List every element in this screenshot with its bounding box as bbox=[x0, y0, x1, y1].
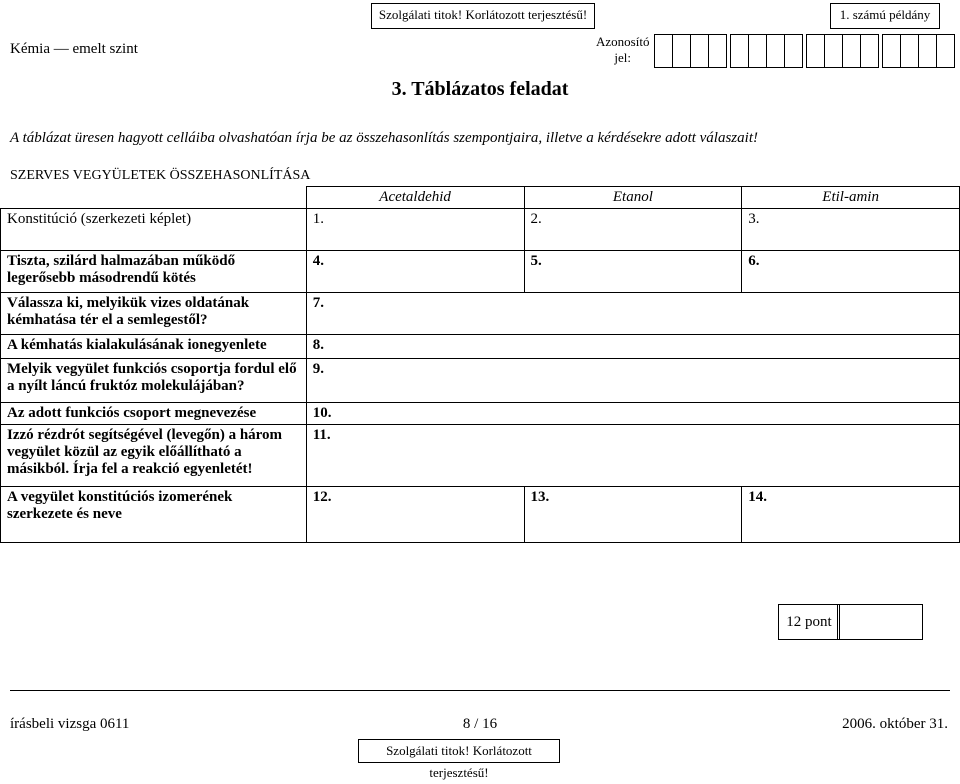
row-label: Konstitúció (szerkezeti képlet) bbox=[1, 209, 307, 251]
table-row bbox=[1, 487, 960, 543]
answer-cell[interactable]: 6. bbox=[742, 251, 960, 293]
answer-cell[interactable]: 4. bbox=[306, 251, 524, 293]
answer-cell[interactable]: 3. bbox=[742, 209, 960, 251]
column-header: Etil-amin bbox=[742, 187, 960, 209]
footer-exam-label: írásbeli vizsga 0611 bbox=[10, 716, 130, 732]
confidential-notice-bottom: Szolgálati titok! Korlátozott terjesztésű! bbox=[358, 739, 560, 763]
answer-cell[interactable]: 13. bbox=[524, 487, 742, 543]
task-instruction: A táblázat üresen hagyott celláiba olvashatóan írja be az összehasonlítás szempontjaira, illetve a kérdésekre adott válaszait! bbox=[10, 130, 758, 146]
answer-cell[interactable]: 12. bbox=[306, 487, 524, 543]
id-code-boxes[interactable] bbox=[655, 34, 955, 68]
table-row bbox=[1, 359, 960, 403]
answer-cell[interactable]: 11. bbox=[306, 425, 959, 487]
copy-number-label: 1. számú példány bbox=[830, 3, 940, 29]
answer-cell[interactable]: 5. bbox=[524, 251, 742, 293]
comparison-table bbox=[0, 186, 960, 543]
subject-label: Kémia — emelt szint bbox=[10, 41, 138, 57]
confidential-notice-top: Szolgálati titok! Korlátozott terjesztésű! bbox=[371, 3, 595, 29]
id-label-line2: jel: bbox=[614, 50, 632, 65]
table-header-row bbox=[1, 187, 960, 209]
column-header: Etanol bbox=[524, 187, 742, 209]
row-label: A kémhatás kialakulásának ionegyenlete bbox=[1, 335, 307, 359]
answer-cell[interactable]: 1. bbox=[306, 209, 524, 251]
table-row bbox=[1, 251, 960, 293]
footer-page-number: 8 / 16 bbox=[462, 716, 498, 732]
header-empty-cell bbox=[1, 187, 307, 209]
score-label: 12 pont bbox=[786, 614, 832, 630]
score-entry-box[interactable] bbox=[837, 604, 923, 640]
table-row bbox=[1, 425, 960, 487]
answer-cell[interactable]: 8. bbox=[306, 335, 959, 359]
task-title: 3. Táblázatos feladat bbox=[391, 78, 569, 100]
answer-cell[interactable]: 9. bbox=[306, 359, 959, 403]
footer-divider bbox=[10, 690, 950, 691]
row-label: Válassza ki, melyikük vizes oldatának kémhatása tér el a semlegestől? bbox=[1, 293, 307, 335]
table-row bbox=[1, 335, 960, 359]
answer-cell[interactable]: 2. bbox=[524, 209, 742, 251]
answer-cell[interactable]: 10. bbox=[306, 403, 959, 425]
section-title: SZERVES VEGYÜLETEK ÖSSZEHASONLÍTÁSA bbox=[10, 168, 311, 183]
column-header: Acetaldehid bbox=[306, 187, 524, 209]
score-box bbox=[778, 604, 840, 640]
table-row bbox=[1, 293, 960, 335]
row-label: Melyik vegyület funkciós csoportja fordul elő a nyílt láncú fruktóz molekulájában? bbox=[1, 359, 307, 403]
footer-date: 2006. október 31. bbox=[842, 716, 948, 732]
row-label: Tiszta, szilárd halmazában működő legerősebb másodrendű kötés bbox=[1, 251, 307, 293]
row-label: Az adott funkciós csoport megnevezése bbox=[1, 403, 307, 425]
row-label: Izzó rézdrót segítségével (levegőn) a három vegyület közül az egyik előállítható a másikból. Írja fel a reakció egyenletét! bbox=[1, 425, 307, 487]
answer-cell[interactable]: 14. bbox=[742, 487, 960, 543]
id-label bbox=[596, 34, 649, 66]
table-row bbox=[1, 403, 960, 425]
row-label: A vegyület konstitúciós izomerének szerkezete és neve bbox=[1, 487, 307, 543]
answer-cell[interactable]: 7. bbox=[306, 293, 959, 335]
table-row bbox=[1, 209, 960, 251]
id-label-line1: Azonosító bbox=[596, 34, 650, 49]
